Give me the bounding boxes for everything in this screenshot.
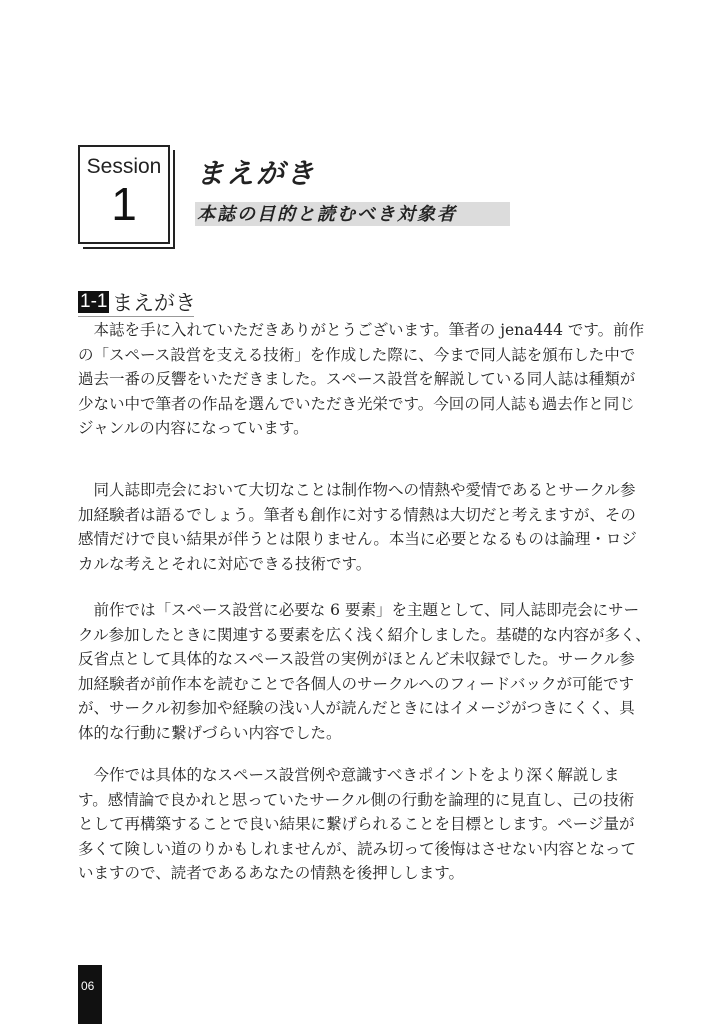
section-heading: [78, 290, 194, 317]
text-line: 反省点として具体的なスペース設営の実例がほとんど未収録でした。サークル参: [78, 650, 635, 669]
paragraph-4: [78, 763, 637, 886]
text-line: 同人誌即売会において大切なことは制作物への情熱や愛情であるとサークル参: [78, 481, 636, 499]
text-line: 前作では「スペース設営に必要な 6 要素」を主題として、同人誌即売会にサー: [78, 601, 640, 619]
session-number: 1: [111, 178, 137, 230]
session-badge: [78, 145, 170, 244]
text-line: 加経験者が前作本を読むことで各個人のサークルへのフィードバックが可能です: [78, 674, 634, 693]
paragraph-3: [78, 598, 651, 746]
chapter-subtitle-band: [195, 202, 510, 226]
text-line: 本誌を手に入れていただきありがとうございます。筆者の jena444 です。前作: [78, 321, 645, 339]
page-number-tab: [78, 965, 102, 1024]
section-number: 1-1: [80, 291, 108, 312]
text-line: いますので、読者であるあなたの情熱を後押しします。: [78, 864, 464, 883]
text-line: が、サークル初参加や経験の浅い人が読んだときにはイメージがつきにくく、具: [78, 699, 635, 718]
text-line: クル参加したときに関連する要素を広く浅く紹介しました。基礎的な内容が多く、: [78, 625, 651, 644]
text-line: す。感情論で良かれと思っていたサークル側の行動を論理的に見直し、己の技術: [78, 790, 635, 809]
section-title: まえがき: [112, 291, 196, 315]
text-line: 少ない中で筆者の作品を選んでいただき光栄です。今回の同人誌も過去作と同じ: [78, 394, 635, 413]
text-line: として再構築することで良い結果に繋げられることを目標とします。ページ量が: [78, 815, 635, 834]
text-line: 加経験者は語るでしょう。筆者も創作に対する情熱は大切だと考えますが、その: [78, 505, 636, 524]
text-line: 体的な行動に繋げづらい内容でした。: [78, 723, 342, 742]
session-label: Session: [86, 155, 162, 178]
text-line: 過去一番の反響をいただきました。スペース設営を解説している同人誌は種類が: [78, 370, 636, 389]
text-line: カルな考えとそれに対応できる技術です。: [78, 554, 372, 573]
paragraph-1: [78, 318, 645, 441]
text-line: 多くて険しい道のりかもしれませんが、読み切って後悔はさせない内容となって: [78, 839, 637, 858]
text-line: ジャンルの内容になっています。: [78, 419, 309, 438]
chapter-title: まえがき: [196, 157, 317, 190]
page-number: 06: [81, 979, 95, 993]
text-line: 今作では具体的なスペース設営例や意識すべきポイントをより深く解説しま: [78, 766, 620, 784]
paragraph-2: [78, 478, 637, 576]
chapter-subtitle: 本誌の目的と読むべき対象者: [197, 204, 457, 225]
text-line: 感情だけで良い結果が伴うとは限りません。本当に必要となるものは論理・ロジ: [78, 530, 637, 549]
text-line: の「スペース設営を支える技術」を作成した際に、今まで同人誌を頒布した中で: [78, 345, 636, 364]
